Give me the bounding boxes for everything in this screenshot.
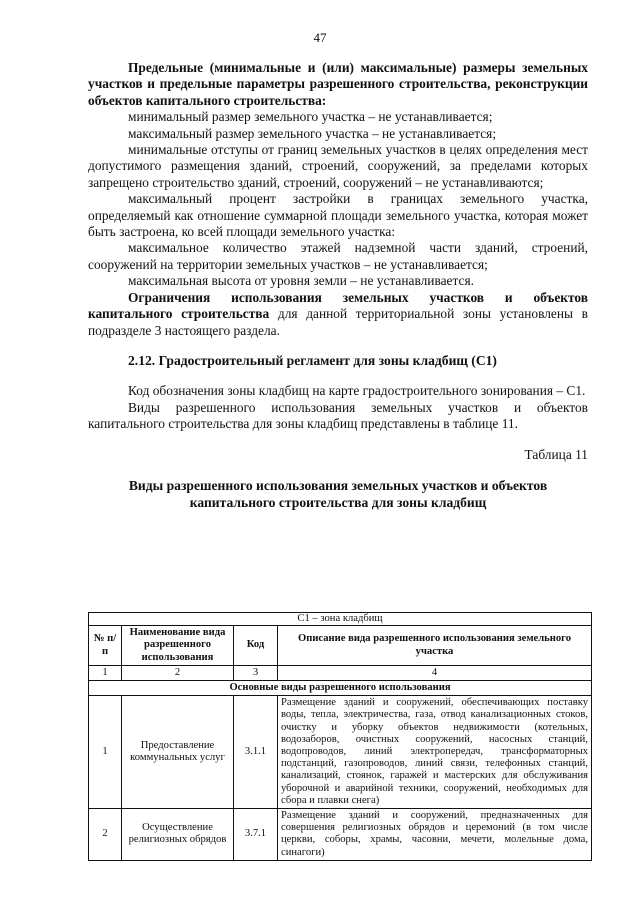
restrictions-bold-text: Ограничения использования земельных участков и объектов капитального строительства: [88, 289, 588, 322]
column-number: 3: [234, 665, 278, 680]
column-number: 2: [122, 665, 234, 680]
permitted-uses-table: [88, 612, 592, 861]
section-row-label: Основные виды разрешенного использования: [89, 681, 592, 696]
row-code: 3.7.1: [234, 809, 278, 861]
row-use-name: Предоставление коммунальных услуг: [122, 696, 234, 809]
table-title-line-2: капитального строительства для зоны кладбищ: [189, 494, 487, 510]
row-code: 3.1.1: [234, 696, 278, 809]
paragraph-min-size: минимальный размер земельного участка – не устанавливается;: [128, 109, 493, 125]
table-row: [89, 696, 592, 809]
table-column-numbers-row: [89, 665, 592, 680]
paragraph-limits-heading: Предельные (минимальные и (или) максимальные) размеры земельных участков и предельные параметры разрешенного строительства, реконструкции объектов капитального строительства:: [88, 60, 588, 108]
restrictions-rest-text: для данной территориальной зоны установлены в подразделе 3 настоящего раздела.: [88, 306, 589, 338]
paragraph-build-percent: максимальный процент застройки в границах земельного участка, определяемый как отношение суммарной площади земельного участка, которая может быть застроена, ко всей площади земельного участка:: [88, 191, 588, 240]
header-code: Код: [234, 626, 278, 666]
row-number: 2: [89, 809, 122, 861]
page-number: 47: [313, 30, 327, 45]
paragraph-restrictions: [88, 290, 588, 339]
paragraph-table-reference: Виды разрешенного использования земельных участков и объектов капитального строительства для зоны кладбищ представлены в таблице 11.: [88, 399, 588, 432]
paragraph-zone-code: Код обозначения зоны кладбищ на карте градостроительного зонирования – С1.: [128, 383, 586, 399]
zone-header-cell: С1 – зона кладбищ: [89, 613, 592, 626]
row-description: Размещение зданий и сооружений, обеспечивающих поставку воды, тепла, электричества, газа, отвод канализационных стоков, очистку и уборку объектов недвижимости (котельных, водозаборов, очистных сооружений, насосных станций, водопроводов, линий электропередач, трансформаторных подстанций, газопроводов, линий связи, телефонных станций, канализаций, стоянок, гаражей и мастерских для обслуживания уборочной и аварийной техники, сооружений, необходимых для сбора и плавки снега): [278, 696, 592, 809]
document-body: [88, 60, 588, 511]
table-section-row: [89, 681, 592, 696]
table-row: [89, 809, 592, 861]
header-num: № п/п: [89, 626, 122, 666]
column-number: 4: [278, 665, 592, 680]
paragraph-floors: максимальное количество этажей надземной части зданий, строений, сооружений на территории земельных участков – не устанавливается;: [88, 240, 588, 272]
table-zone-row: [89, 613, 592, 626]
paragraph-height: максимальная высота от уровня земли – не устанавливается.: [128, 273, 474, 289]
row-description: Размещение зданий и сооружений, предназначенных для совершения религиозных обрядов и церемоний (в том числе церкви, соборы, храмы, часовни, мечети, молельные дома, синагоги): [278, 809, 592, 861]
table-caption: Таблица 11: [524, 446, 588, 462]
table-title-line-1: Виды разрешенного использования земельных участков и объектов: [128, 477, 548, 493]
paragraph-setbacks: минимальные отступы от границ земельных участков в целях определения мест допустимого размещения зданий, строений, сооружений, за пределами которых запрещено строительство зданий, строений, сооружений – не устанавливаются;: [88, 142, 588, 190]
table-header-row: [89, 626, 592, 666]
header-description: Описание вида разрешенного использования земельного участка: [278, 626, 592, 666]
column-number: 1: [89, 665, 122, 680]
row-number: 1: [89, 696, 122, 809]
section-heading: 2.12. Градостроительный регламент для зоны кладбищ (С1): [128, 352, 497, 368]
row-use-name: Осуществление религиозных обрядов: [122, 809, 234, 861]
paragraph-max-size: максимальный размер земельного участка – не устанавливается;: [128, 125, 497, 141]
header-name: Наименование вида разрешенного использования: [122, 626, 234, 666]
